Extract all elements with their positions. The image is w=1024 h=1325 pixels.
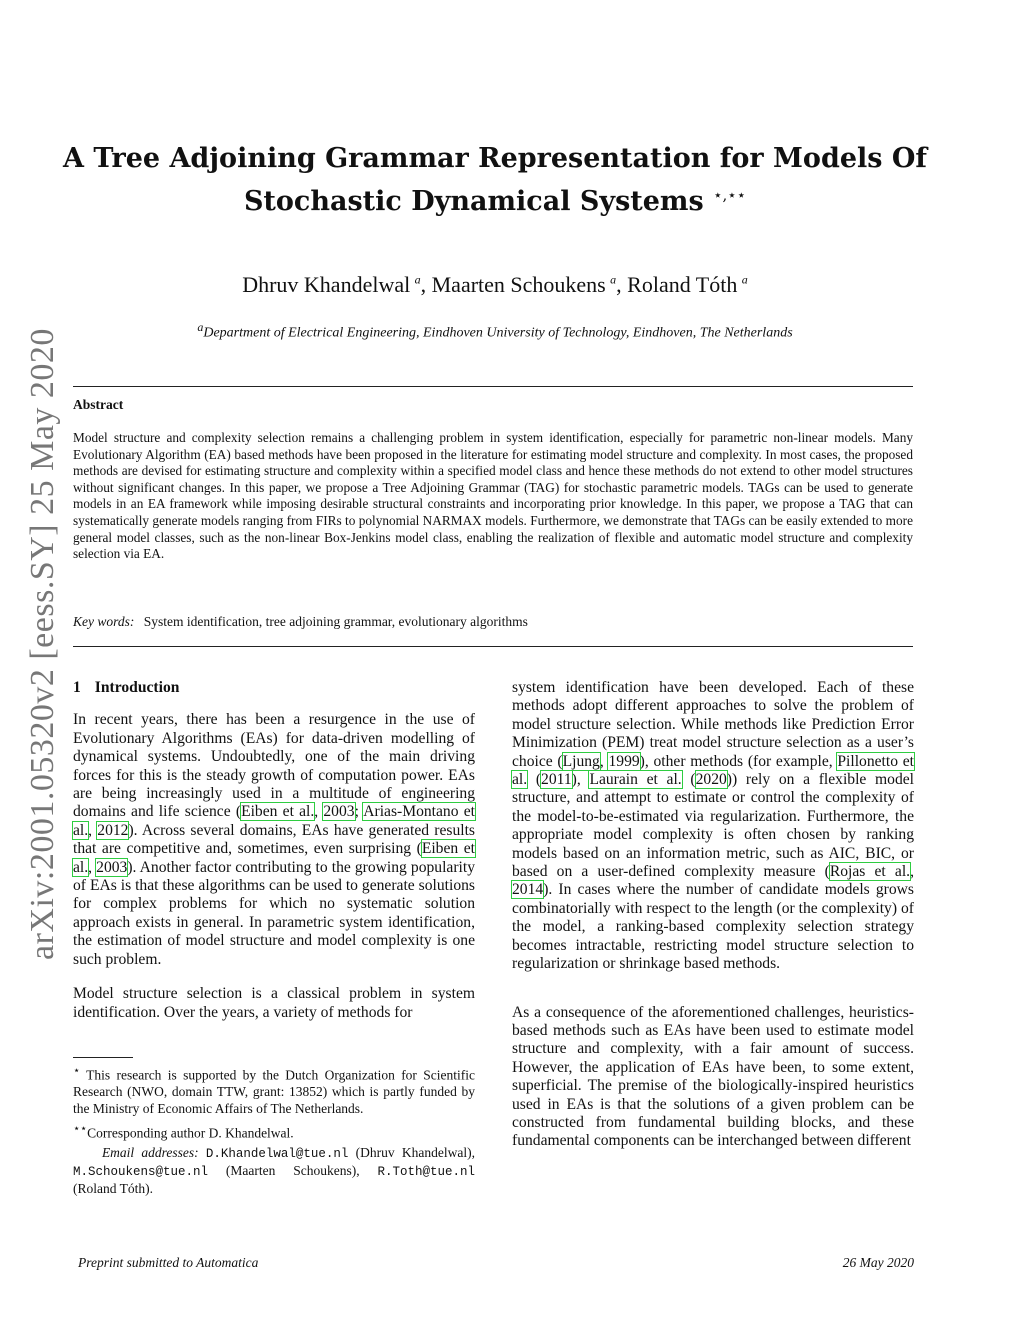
citation-arias-montano-year[interactable]: 2012 (97, 821, 129, 839)
intro-p1-text-a: In recent years, there has been a resurgence in the use of Evolutionary Algorithms (EAs) for data-driven modelling of dynamical systems. Undoubtedly, one of the main driving forces for this is the steady growth of computation power. EAs are being increasingly used in a multitude of engineering domains and life science ( (73, 711, 475, 821)
author-2-affil-mark: a (610, 272, 617, 287)
intro-paragraph-2: Model structure selection is a classical problem in system identification. Over the years, a variety of methods for (73, 985, 475, 1021)
author-3-affil-mark: a (741, 272, 748, 287)
footnote-rule (73, 1057, 133, 1058)
affiliation-text: Department of Electrical Engineering, Eindhoven University of Technology, Eindhoven, The Netherlands (203, 325, 793, 341)
right-p1-text-c: ) rely on a flexible model structure, and attempt to estimate or control the complexity of the model-to-be-estimated via regularization. Furthermore, the appropriate model complexity is often chosen by ranking models based on an information metric, such as AIC, BIC, or based on a user-defined complexity measure ( (512, 771, 914, 881)
abstract-heading: Abstract (73, 397, 124, 412)
abstract-top-rule (73, 386, 913, 387)
citation-ljung-author[interactable]: Ljung (562, 752, 600, 770)
intro-p1-text-c: ). Another factor contributing to the growing popularity of EAs is that these algorithms can be used to generate solutions for complex problems for which no systematic solution approach exists in general. In parametric system identification, the estimation of model structure and model complexity is one such problem. (73, 858, 476, 968)
footnotes (73, 1063, 475, 1201)
citation-rojas-year[interactable]: 2014 (512, 881, 544, 899)
email-link-khandelwal[interactable]: D.Khandelwal@tue.nl (205, 1147, 349, 1162)
citation-eiben-2003-year[interactable]: 2003 (323, 803, 355, 821)
footnote-1 (73, 1063, 475, 1118)
author-list: Dhruv Khandelwal $^a$, Maarten Schoukens $^a$, Roland Tóth $^a$ (242, 272, 748, 297)
abstract-text: Model structure and complexity selection remains a challenging problem in system identification, especially for parametric non-linear models. Many Evolutionary Algorithm (EA) based methods have been proposed in the literature for estimating model structure and complexity. In most cases, the proposed methods are devised for estimating structure and complexity within a specified model class and hence these methods do not extend to other model structures without significant changes. In this paper, we propose a Tree Adjoining Grammar (TAG) for stochastic parametric models. TAGs can be used to generate models in an EA framework while imposing desirable structural constraints and incorporating prior knowledge. In this paper, we propose a TAG that can systematically generate models ranging from FIRs to polynomial NARMAX models. Furthermore, we demonstrate that TAGs can be easily extended to more general model classes, such as the non-linear Box-Jenkins model class, enabling the realization of flexible and automatic model structure and complexity selection via EA. (73, 430, 913, 562)
author-2: Maarten Schoukens (431, 272, 606, 297)
title-line-1: A Tree Adjoining Grammar Representation for Models Of (63, 143, 927, 174)
affiliation (60, 320, 930, 342)
keywords-text: System identification, tree adjoining grammar, evolutionary algorithms (143, 614, 528, 629)
citation-ljung-year[interactable]: 1999 (608, 752, 640, 770)
email-link-toth[interactable]: R.Toth@tue.nl (377, 1164, 476, 1179)
keywords-label: Key words: (73, 614, 135, 629)
intro-paragraph-1: In recent years, there has been a resurgence in the use of Evolutionary Algorithms (EAs) for data-driven modelling of dynamical systems. Undoubtedly, one of the main driving forces for this is the steady growth of computation power. EAs are being increasingly used in a multitude of engineering domains and life science (Eiben et al., 2003; Arias-Montano et al., 2012). Across several domains, EAs have generated results that are competitive and, sometimes, even surprising (Eiben et al., 2003). Another factor contributing to the growing popularity of EAs is that these algorithms can be used to generate solutions for complex problems for which no systematic solution approach exists in general. In parametric system identification, the estimation of model structure and model complexity is one such problem. (73, 711, 476, 968)
title-line-2 (60, 177, 930, 220)
section-title: Introduction (94, 679, 180, 696)
email-link-schoukens[interactable]: M.Schoukens@tue.nl (73, 1164, 209, 1179)
citation-pillonetto-year[interactable]: 2011 (541, 771, 572, 789)
footer-preprint-note: Preprint submitted to Automatica (78, 1255, 259, 1270)
footnote-1-text: This research is supported by the Dutch Organization for Scientific Research (NWO, domain TTW, grant: 13852) which is partly funded by the Ministry of Economic Affairs of The Netherlands. (73, 1067, 475, 1117)
right-p1-text-a: system identification have been developed. Each of these methods adopt different approaches to solve the problem of model structure selection. While methods like Prediction Error Minimization (PEM) treat model structure selection as a user’s choice ( (512, 679, 914, 770)
section-number: 1 (73, 679, 81, 696)
citation-eiben-2003b-year[interactable]: 2003 (96, 858, 128, 876)
author-3: Roland Tóth (627, 272, 738, 297)
email-addresses (73, 1145, 475, 1197)
email-name-toth: (Roland Tóth). (73, 1180, 153, 1196)
right-p1-text-d: ). In cases where the number of candidate models grows combinatorially with respect to the length (or the complexity) of the model, a ranking-based complexity selection strategy becomes intractable, restricting model structure selection to regularization or shrinkage based methods. (512, 881, 914, 973)
right-p1-text-b: ), other methods (for example, (639, 752, 838, 770)
email-name-khandelwal: (Dhruv Khandelwal), (355, 1145, 475, 1161)
title-line-2-text: Stochastic Dynamical Systems (243, 186, 704, 217)
citation-rojas-author[interactable]: Rojas et al. (829, 863, 911, 881)
author-1-affil-mark: a (414, 272, 421, 287)
footnote-2 (73, 1121, 475, 1142)
paper-title (60, 140, 930, 220)
email-name-schoukens: (Maarten Schoukens), (225, 1162, 360, 1178)
footnote-2-text: Corresponding author D. Khandelwal. (87, 1125, 294, 1141)
citation-pillonetto-author[interactable]: Pillonetto et al. (512, 752, 914, 789)
citation-laurain-author[interactable]: Laurain et al. (589, 771, 682, 789)
footnote-1-mark: ⋆ (73, 1065, 81, 1077)
footnote-2-mark: ⋆⋆ (73, 1122, 88, 1135)
author-1: Dhruv Khandelwal (242, 272, 411, 297)
left-column (73, 679, 475, 1038)
citation-laurain-year[interactable]: 2020 (695, 771, 727, 789)
section-heading-introduction (73, 679, 475, 697)
citation-eiben-2003-author[interactable]: Eiben et al. (241, 803, 315, 821)
title-footnote-marks: ⋆,⋆⋆ (713, 186, 747, 204)
intro-p1-text-b: ). Across several domains, EAs have generated results that are competitive and, sometimes, even surprising ( (73, 821, 475, 858)
keywords (73, 614, 528, 630)
right-paragraph-2: As a consequence of the aforementioned challenges, heuristics-based methods such as EAs have been used to estimate model structure and complexity, with a fair amount of success. However, the application of EAs have been, to some extent, superficial. The premise of the biologically-inspired heuristics used in EAs is that the solutions of a given problem can be constructed from fundamental building blocks, and these fundamental components can be interchanged between different (512, 1003, 914, 1150)
abstract-bottom-rule (73, 646, 913, 647)
right-column (512, 679, 914, 1167)
email-label: Email addresses: (101, 1145, 199, 1161)
arxiv-identifier: arXiv:2001.05320v2 [eess.SY] 25 May 2020 (24, 328, 61, 960)
affiliation-mark: a (197, 320, 204, 334)
citation-arias-montano-author[interactable]: Arias-Montano et al. (73, 803, 475, 839)
right-paragraph-1: system identification have been developed. Each of these methods adopt different approaches to solve the problem of model structure selection. While methods like Prediction Error Minimization (PEM) treat model structure selection as a user’s choice (Ljung, 1999), other methods (for example, Pillonetto et al. (2011), Laurain et al. (2020)) rely on a flexible model structure, and attempt to estimate or control the complexity of the model-to-be-estimated via regularization. Furthermore, the appropriate model complexity is often chosen by ranking models based on an information metric, such as AIC, BIC, or based on a user-defined complexity measure (Rojas et al., 2014). In cases where the number of candidate models grows combinatorially with respect to the length (or the complexity) of the model, a ranking-based complexity selection strategy becomes intractable, restricting model structure selection to regularization or shrinkage based methods. (512, 679, 914, 973)
footer-date: 26 May 2020 (842, 1255, 914, 1270)
citation-eiben-2003b-author[interactable]: Eiben et al. (73, 840, 475, 876)
